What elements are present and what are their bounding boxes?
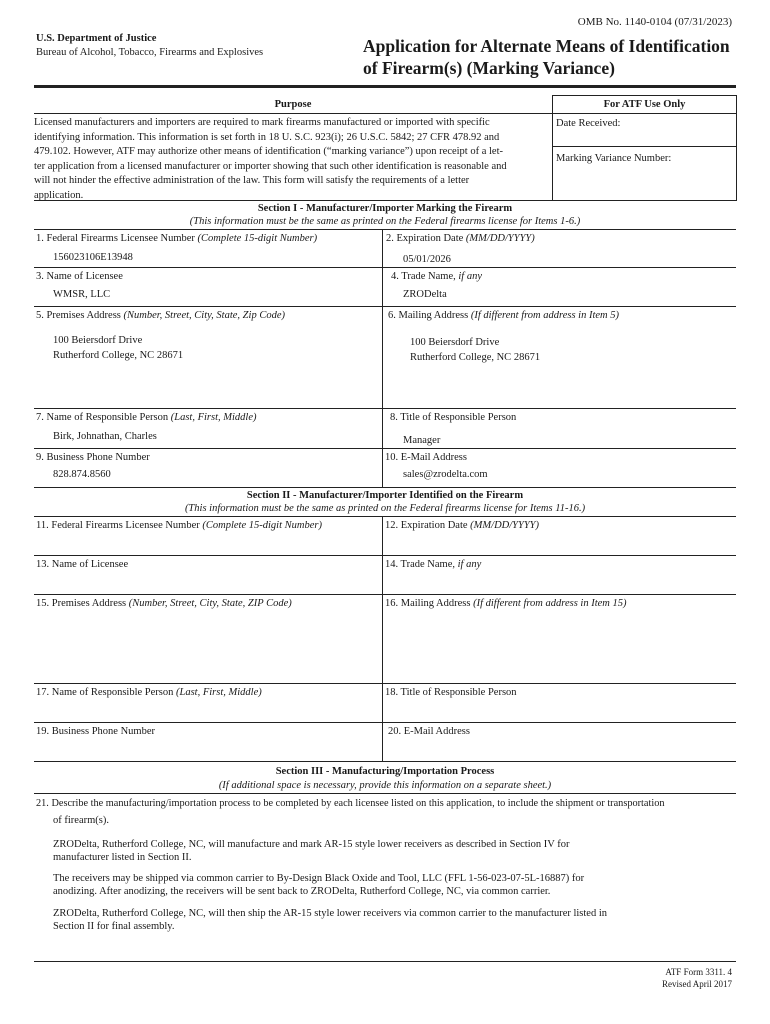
- item5-premises-address[interactable]: 100 Beiersdorf Drive Rutherford College, NC 28671: [53, 335, 184, 361]
- item9-label: 9. Business Phone Number: [36, 452, 150, 463]
- form-revision: Revised April 2017: [662, 979, 732, 989]
- item19-label[interactable]: 19. Business Phone Number: [36, 726, 155, 737]
- purpose-heading: Purpose: [274, 99, 312, 110]
- section1-heading: Section I - Manufacturer/Importer Marking the Firearm: [257, 203, 513, 214]
- item10-email[interactable]: sales@zrodelta.com: [403, 469, 488, 480]
- item2-label: 2. Expiration Date (MM/DD/YYYY): [386, 233, 535, 244]
- item16-label[interactable]: 16. Mailing Address (If different from address in Item 15): [385, 598, 627, 609]
- bureau-name: Bureau of Alcohol, Tobacco, Firearms and Explosives: [36, 47, 264, 58]
- item4-label: 4. Trade Name, if any: [391, 271, 482, 282]
- item7-responsible-person[interactable]: Birk, Johnathan, Charles: [53, 431, 157, 442]
- date-received-label: Date Received:: [556, 118, 621, 129]
- item3-label: 3. Name of Licensee: [36, 271, 123, 282]
- item4-trade-name[interactable]: ZRODelta: [403, 289, 447, 300]
- form-title-line1: Application for Alternate Means of Identification: [363, 36, 730, 56]
- item6-label: 6. Mailing Address (If different from address in Item 5): [388, 310, 619, 321]
- form-number: ATF Form 3311. 4: [665, 967, 732, 977]
- item1-label: 1. Federal Firearms Licensee Number (Complete 15-digit Number): [36, 233, 318, 244]
- item11-label[interactable]: 11. Federal Firearms Licensee Number (Complete 15-digit Number): [36, 520, 322, 531]
- form-footer: [662, 966, 732, 990]
- item15-label[interactable]: 15. Premises Address (Number, Street, City, State, ZIP Code): [36, 598, 292, 609]
- item21-label-line2: of firearm(s).: [53, 815, 109, 826]
- item9-phone[interactable]: 828.874.8560: [53, 469, 111, 480]
- section2-subheading: (This information must be the same as printed on the Federal firearms license for Items 11-16.): [184, 503, 586, 514]
- item2-expiration-date[interactable]: 05/01/2026: [403, 254, 451, 265]
- header-rule: [34, 85, 736, 88]
- omb-number: OMB No. 1140-0104 (07/31/2023): [577, 16, 732, 28]
- section2-heading: Section II - Manufacturer/Importer Identified on the Firearm: [246, 490, 524, 501]
- item7-label: 7. Name of Responsible Person (Last, First, Middle): [36, 412, 257, 423]
- item3-licensee-name[interactable]: WMSR, LLC: [53, 289, 111, 300]
- purpose-text: Licensed manufacturers and importers are required to mark firearms manufactured or imported with specific identifying information. This information is set forth in 18 U. S.C. 923(i); 26 U.S.C. 5842; 27 CFR 478.92 and 479.102. However, ATF may authorize other means of identification (“marking variance”) upon receipt of a let- ter application from a licensed manufacturer or importer showing that such other identification is reasonable and will not hinder the effective administration of the law. This form will satisfy the requirements of a letter application.: [34, 117, 507, 201]
- atf-use-only-heading: For ATF Use Only: [603, 99, 686, 110]
- department-name: U.S. Department of Justice: [36, 33, 157, 44]
- section3-subheading: (If additional space is necessary, provide this information on a separate sheet.): [218, 780, 552, 791]
- item1-ffl-number[interactable]: 156023106E13948: [53, 252, 133, 263]
- item10-label: 10. E-Mail Address: [385, 452, 467, 463]
- process-paragraph-1[interactable]: ZRODelta, Rutherford College, NC, will manufacture and mark AR-15 style lower receivers as described in Section IV for manufacturer listed in Section II.: [53, 839, 570, 863]
- item17-label[interactable]: 17. Name of Responsible Person (Last, First, Middle): [36, 687, 262, 698]
- item5-label: 5. Premises Address (Number, Street, City, State, Zip Code): [36, 310, 285, 321]
- item8-label: 8. Title of Responsible Person: [390, 412, 517, 423]
- item13-label[interactable]: 13. Name of Licensee: [36, 559, 129, 570]
- item21-label-line1: 21. Describe the manufacturing/importation process to be completed by each licensee listed on this application, to include the shipment or transportation: [36, 798, 665, 809]
- item18-label[interactable]: 18. Title of Responsible Person: [385, 687, 517, 698]
- item20-label[interactable]: 20. E-Mail Address: [388, 726, 470, 737]
- marking-variance-number-label: Marking Variance Number:: [556, 153, 672, 164]
- section1-subheading: (This information must be the same as printed on the Federal firearms license for Items 1-6.): [189, 216, 581, 227]
- section3-heading: Section III - Manufacturing/Importation Process: [275, 766, 495, 777]
- item14-label[interactable]: 14. Trade Name, if any: [385, 559, 482, 570]
- process-paragraph-2[interactable]: The receivers may be shipped via common carrier to By-Design Black Oxide and Tool, LLC (FFL 1-56-023-07-5L-16887) for anodizing. After anodizing, the receivers will be sent back to ZRODelta, Rutherford College, NC, via common carrier.: [53, 873, 585, 897]
- form-title-line2: of Firearm(s) (Marking Variance): [363, 58, 615, 78]
- item6-mailing-address[interactable]: 100 Beiersdorf Drive Rutherford College, NC 28671: [410, 337, 541, 363]
- item12-label[interactable]: 12. Expiration Date (MM/DD/YYYY): [385, 520, 540, 531]
- process-paragraph-3[interactable]: ZRODelta, Rutherford College, NC, will then ship the AR-15 style lower receivers via common carrier to the manufacturer listed in Section II for final assembly.: [53, 908, 608, 932]
- item8-title[interactable]: Manager: [403, 435, 441, 446]
